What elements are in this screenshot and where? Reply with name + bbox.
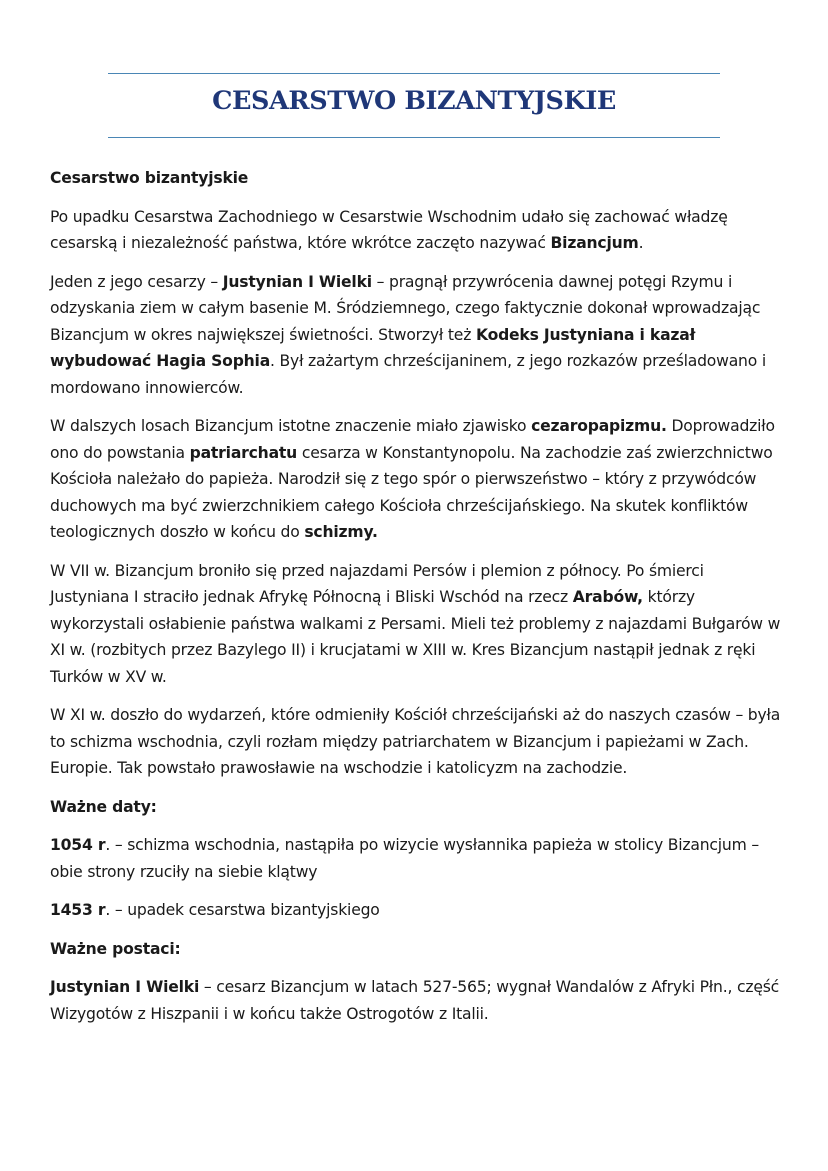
person-entry [50, 974, 786, 1027]
p4-text-1: W VII w. Bizancjum broniło się przed najazdami Persów i plemion z północy. Po śmierci Justyniana I straciło jednak Afrykę Północną i Bliski Wschód na rzecz [50, 561, 704, 606]
p4-bold-1: Arabów, [572, 588, 643, 606]
date-entry [50, 897, 786, 924]
p4-text-2: którzy wykorzystali osłabienie państwa walkami z Persami. Mieli też problemy z najazdami Bułgarów w XI w. (rozbitych przez Bazylego II) i krucjatami w XIII w. Kres Bizancjum nastąpił jednak z ręki Turków w XV w. [50, 588, 781, 686]
p1-text-2: . [638, 234, 644, 252]
p1-text-1: Po upadku Cesarstwa Zachodniego w Cesarstwie Wschodnim udało się zachować władzę cesarską i niezależność państwa, które wkrótce zaczęto nazywać [50, 207, 728, 252]
date-year: 1054 r [50, 836, 106, 854]
person-text: – cesarz Bizancjum w latach 527-565; wygnał Wandalów z Afryki Płn., część Wizygotów z Hiszpanii i w końcu także Ostrogotów z Italii. [50, 978, 780, 1023]
paragraph-4 [50, 558, 786, 691]
p1-bold-1: Bizancjum [550, 234, 639, 252]
p2-text-2: – pragnął przywrócenia dawnej potęgi Rzymu i odzyskania ziem w całym basenie M. Śródziemnego, czego faktycznie dokonał wprowadzając Bizancjum w okres największej świetności. Stworzył też [50, 272, 761, 344]
person-name: Justynian I Wielki [50, 978, 200, 996]
title-rule-top [108, 73, 720, 74]
paragraph-3 [50, 413, 786, 546]
p3-text-3: cesarza w Konstantynopolu. Na zachodzie zaś zwierzchnictwo Kościoła należało do papieża. Narodził się z tego spór o pierwszeństwo – który z przywódców duchowych ma być zwierzchnikiem całego Kościoła chrześcijańskiego. Na skutek konfliktów teologicznych doszło w końcu do [50, 443, 773, 541]
date-text: . – schizma wschodnia, nastąpiła po wizycie wysłannika papieża w stolicy Bizancjum – obie strony rzuciły na siebie klątwy [50, 836, 759, 881]
paragraph-5 [50, 702, 786, 782]
p2-bold-1: Justynian I Wielki [222, 272, 372, 291]
p3-bold-1: cezaropapizmu. [531, 417, 667, 435]
paragraph-2 [50, 269, 786, 402]
people-heading: Ważne postaci: [50, 939, 181, 958]
p2-text-1: Jeden z jego cesarzy – [50, 272, 223, 291]
p2-bold-2: Kodeks Justyniana i kazał wybudować Hagia Sophia [50, 325, 696, 370]
p3-text-2: Doprowadziło ono do powstania [50, 417, 775, 462]
date-text: . – upadek cesarstwa bizantyjskiego [105, 901, 380, 919]
date-entry [50, 832, 786, 885]
page-title: CESARSTWO BIZANTYJSKIE [212, 86, 616, 116]
p3-bold-3: schizmy. [304, 523, 378, 541]
section-heading: Cesarstwo bizantyjskie [50, 169, 249, 187]
p3-bold-2: patriarchatu [189, 443, 298, 462]
title-rule-bottom [108, 137, 720, 138]
p3-text-1: W dalszych losach Bizancjum istotne znaczenie miało zjawisko [50, 417, 532, 435]
document-body [50, 165, 786, 1039]
p5-text-1: W XI w. doszło do wydarzeń, które odmieniły Kościół chrześcijański aż do naszych czasów – była to schizma wschodnia, czyli rozłam między patriarchatem w Bizancjum i papieżami w Zach. Europie. Tak powstało prawosławie na wschodzie i katolicyzm na zachodzie. [50, 706, 781, 777]
p2-text-3: . Był zażartym chrześcijaninem, z jego rozkazów prześladowano i mordowano innowierców. [50, 352, 766, 397]
dates-heading: Ważne daty: [50, 797, 157, 816]
paragraph-1 [50, 204, 786, 257]
date-year: 1453 r [50, 901, 106, 919]
